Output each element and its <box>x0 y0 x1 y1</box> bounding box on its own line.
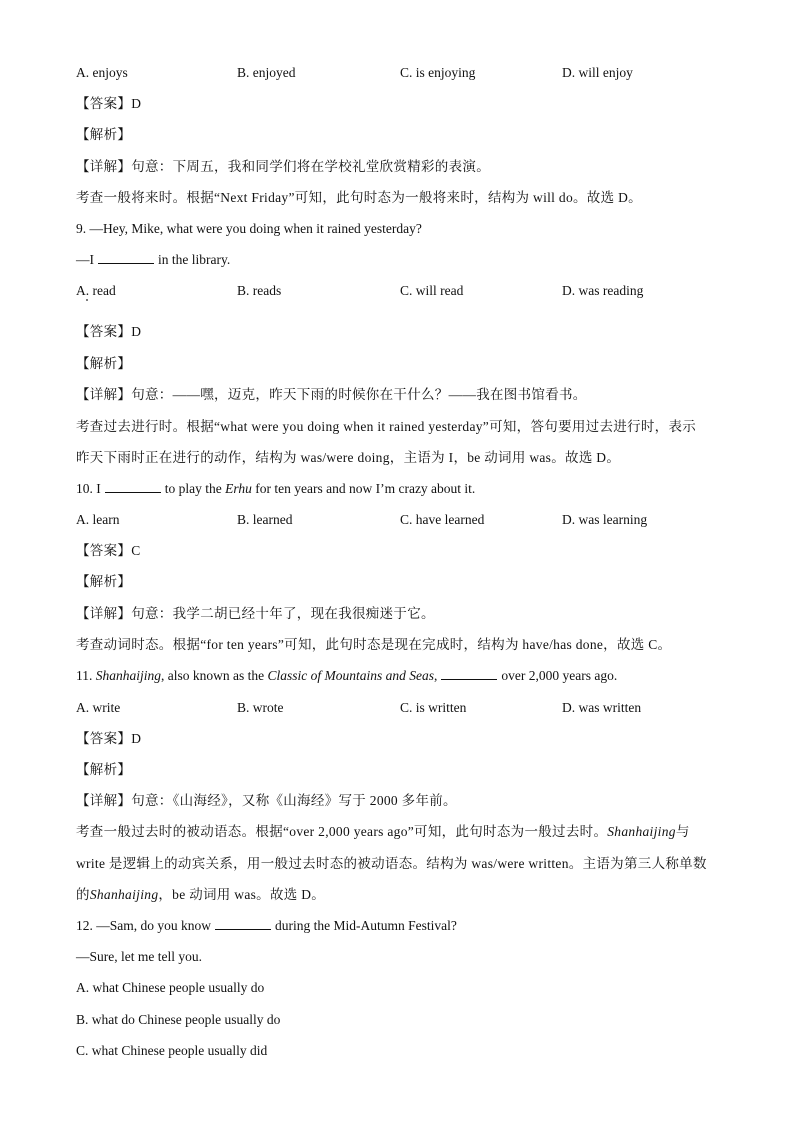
q11-stem-post: over 2,000 years ago. <box>501 668 618 683</box>
q9-explanation-line1: 考查过去进行时。根据“what were you doing when it rained yesterday”可知，答句要用过去进行时，表示 <box>76 419 697 434</box>
q11-explanation-line3 <box>76 886 325 904</box>
q9-detail: 【详解】句意：——嘿，迈克，昨天下雨的时候你在干什么？——我在图书馆看书。 <box>76 387 587 402</box>
q11-explanation-line2: write 是逻辑上的动宾关系，用一般过去时态的被动语态。结构为 was/were written。主语为第三人称单数 <box>76 856 707 871</box>
q11-option-c: C. is written <box>400 700 467 715</box>
q10-detail: 【详解】句意：我学二胡已经十年了，现在我很痴迷于它。 <box>76 606 435 621</box>
q10-analysis-heading: 【解析】 <box>76 574 132 589</box>
q10-stem <box>76 480 475 498</box>
q10-option-a: A. learn <box>76 512 120 527</box>
stray-dot <box>86 299 88 301</box>
q8-option-b: B. enjoyed <box>237 65 296 80</box>
q11-stem-num: 11. <box>76 668 93 683</box>
q11-option-d: D. was written <box>562 700 642 715</box>
q10-option-b: B. learned <box>237 512 293 527</box>
q8-analysis-heading: 【解析】 <box>76 127 132 142</box>
q11-blank <box>441 667 497 680</box>
q11-detail: 【详解】句意：《山海经》，又称《山海经》写于 2000 多年前。 <box>76 793 457 808</box>
q10-answer: 【答案】C <box>76 543 141 558</box>
q9-option-b: B. reads <box>237 283 282 298</box>
q11-explanation-line1 <box>76 823 690 841</box>
q12-stem-pre: 12. —Sam, do you know <box>76 918 211 933</box>
q11-stem-comma: , <box>434 668 438 683</box>
q8-answer: 【答案】D <box>76 96 142 111</box>
q10-explanation: 考查动词时态。根据“for ten years”可知，此句时态是现在完成时，结构为 have/has done，故选 C。 <box>76 637 672 652</box>
q8-option-d: D. will enjoy <box>562 65 633 80</box>
q10-stem-erhu: Erhu <box>225 481 252 496</box>
q9-stem-pre: —I <box>76 252 94 267</box>
q8-option-a: A. enjoys <box>76 65 128 80</box>
q8-option-c: C. is enjoying <box>400 65 476 80</box>
q9-answer: 【答案】D <box>76 324 142 339</box>
q11-stem <box>76 667 617 685</box>
q9-stem: 9. —Hey, Mike, what were you doing when it rained yesterday? <box>76 221 422 236</box>
q9-option-a: A. read <box>76 283 116 298</box>
q9-explanation-line2: 昨天下雨时正在进行的动作，结构为 was/were doing，主语为 I，be 动词用 was。故选 D。 <box>76 450 621 465</box>
q11-explain1-post: 与 <box>675 824 690 839</box>
q12-stem-line2: —Sure, let me tell you. <box>76 949 202 964</box>
q11-stem-shanhaijing: Shanhaijing <box>95 668 162 683</box>
q8-explanation: 考查一般将来时。根据“Next Friday”可知，此句时态为一般将来时，结构为 will do。故选 D。 <box>76 190 642 205</box>
q10-stem-pre: 10. I <box>76 481 101 496</box>
q9-option-d: D. was reading <box>562 283 644 298</box>
q11-option-a: A. write <box>76 700 121 715</box>
q12-blank <box>215 917 271 930</box>
q11-option-b: B. wrote <box>237 700 284 715</box>
q9-stem-line2 <box>76 251 230 269</box>
q12-stem <box>76 917 457 935</box>
q11-explain3-post: ，be 动词用 was。故选 D。 <box>158 887 326 902</box>
q11-stem-classic: Classic of Mountains and Seas <box>267 668 435 683</box>
q11-analysis-heading: 【解析】 <box>76 762 132 777</box>
q12-option-c: C. what Chinese people usually did <box>76 1043 268 1058</box>
q10-option-d: D. was learning <box>562 512 648 527</box>
q9-option-c: C. will read <box>400 283 464 298</box>
q10-option-c: C. have learned <box>400 512 485 527</box>
q12-stem-post: during the Mid-Autumn Festival? <box>275 918 457 933</box>
q11-explain3-italic: Shanhaijing <box>89 887 159 902</box>
q11-stem-mid: , also known as the <box>161 668 265 683</box>
q9-analysis-heading: 【解析】 <box>76 356 132 371</box>
q11-explain1-italic: Shanhaijing <box>607 824 676 839</box>
q8-detail: 【详解】句意：下周五，我和同学们将在学校礼堂欣赏精彩的表演。 <box>76 159 490 174</box>
q9-blank <box>98 251 154 264</box>
q12-option-b: B. what do Chinese people usually do <box>76 1012 281 1027</box>
q12-option-a: A. what Chinese people usually do <box>76 980 265 995</box>
q10-blank <box>105 480 161 493</box>
q11-explain1-pre: 考查一般过去时的被动语态。根据“over 2,000 years ago”可知，此句时态为一般过去时。 <box>76 824 608 839</box>
q9-stem-post: in the library. <box>158 252 231 267</box>
q10-stem-post: for ten years and now I’m crazy about it. <box>255 481 476 496</box>
q10-stem-mid: to play the <box>164 481 222 496</box>
q11-answer: 【答案】D <box>76 731 142 746</box>
q11-explain3-pre: 的 <box>76 887 90 902</box>
